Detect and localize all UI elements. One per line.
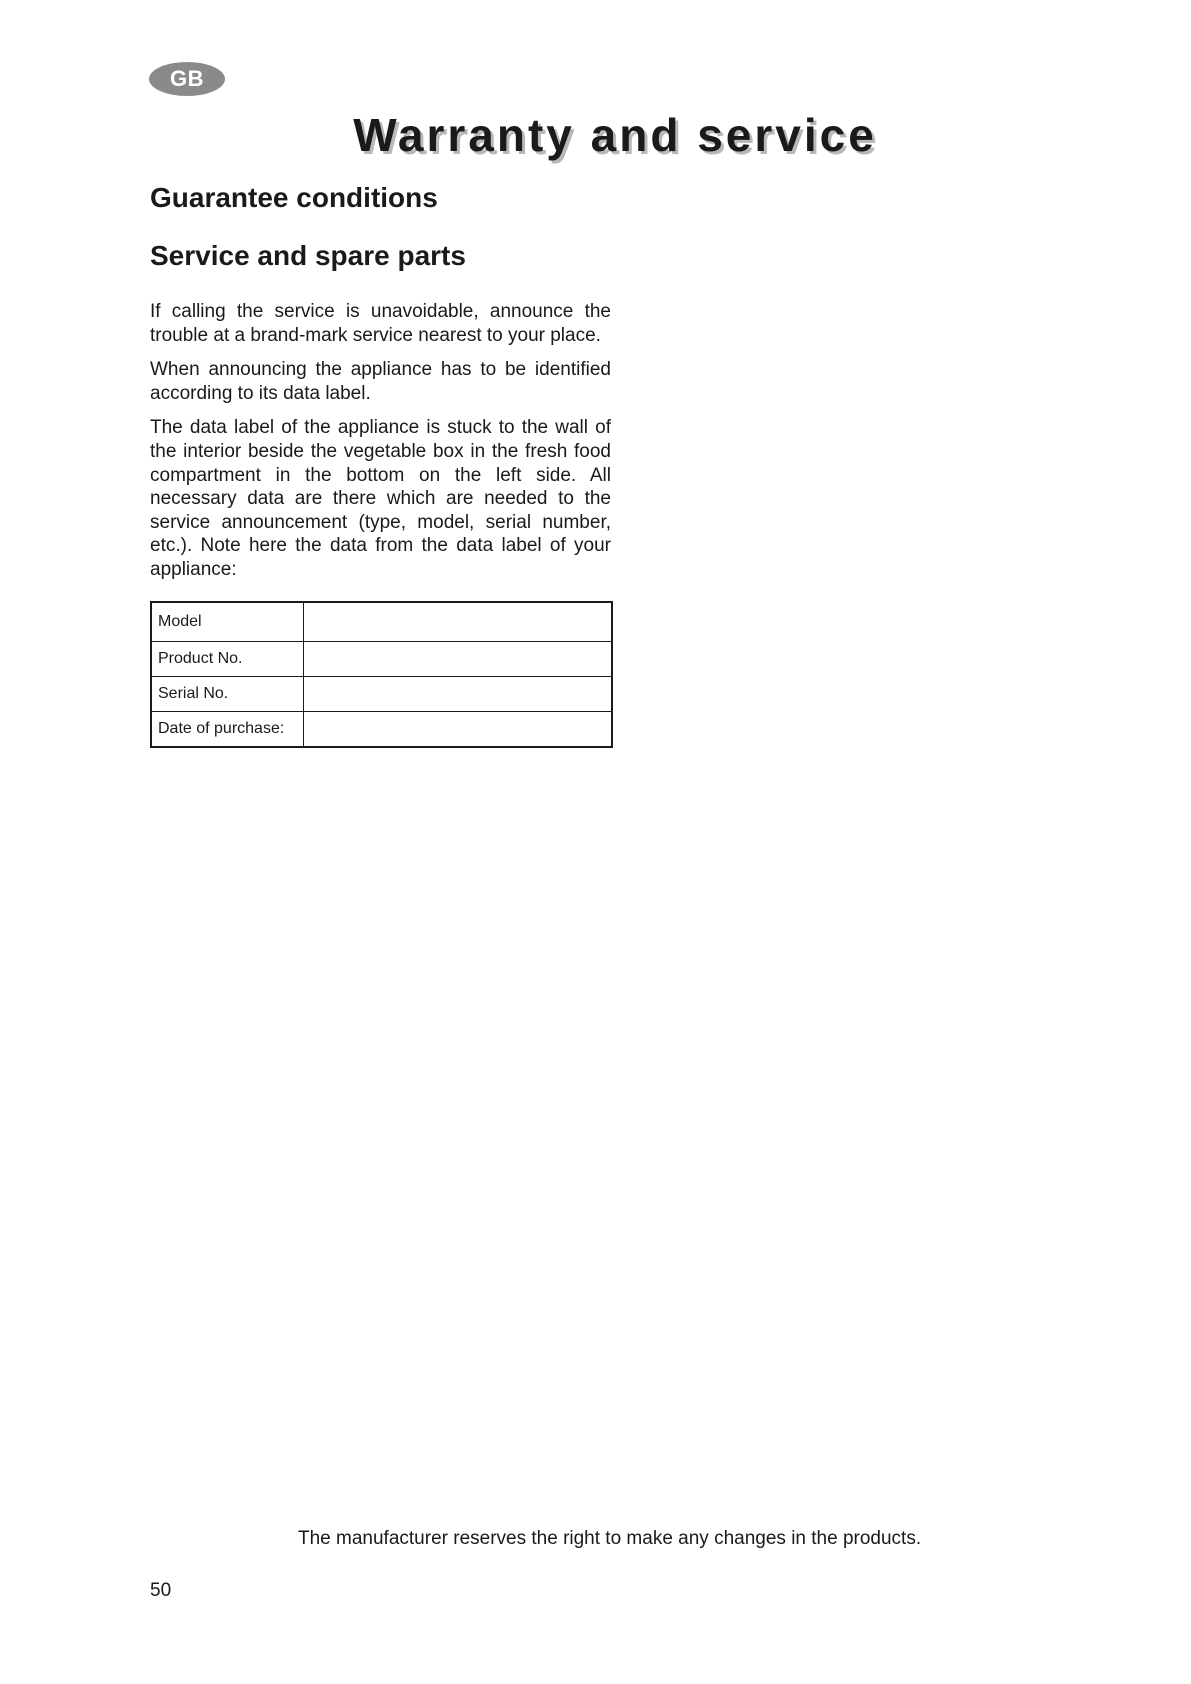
date-of-purchase-label: Date of purchase: (151, 712, 304, 748)
paragraph-identification: When announcing the appliance has to be identified according to its data label. (150, 359, 611, 404)
page-title: Warranty and service (353, 109, 877, 161)
table-row-model (151, 602, 612, 642)
date-of-purchase-value-field[interactable] (304, 712, 613, 748)
appliance-data-table (150, 601, 613, 748)
language-badge-label: GB (170, 66, 204, 91)
model-value-field[interactable] (304, 602, 613, 642)
service-spare-parts-heading: Service and spare parts (150, 240, 466, 271)
serial-no-label: Serial No. (151, 677, 304, 712)
table-row-serial-no (151, 677, 612, 712)
paragraph-data-label-location: The data label of the appliance is stuck to the wall of the interior beside the vegetable box in the fresh food compartment in the bottom on the left side. All necessary data are there which are needed to the service announcement (type, model, serial number, etc.). Note here the data from the data label of your appliance: (150, 417, 611, 580)
service-instructions (150, 300, 611, 593)
paragraph-service-call: If calling the service is unavoidable, announce the trouble at a brand-mark service nearest to your place. (150, 301, 611, 346)
serial-no-value-field[interactable] (304, 677, 613, 712)
product-no-value-field[interactable] (304, 642, 613, 677)
manufacturer-disclaimer: The manufacturer reserves the right to make any changes in the products. (298, 1528, 922, 1549)
product-no-label: Product No. (151, 642, 304, 677)
table-row-product-no (151, 642, 612, 677)
model-label: Model (151, 602, 304, 642)
language-badge (149, 62, 225, 96)
page-number: 50 (150, 1580, 172, 1601)
guarantee-conditions-heading: Guarantee conditions (150, 182, 438, 213)
table-row-date-of-purchase (151, 712, 612, 748)
